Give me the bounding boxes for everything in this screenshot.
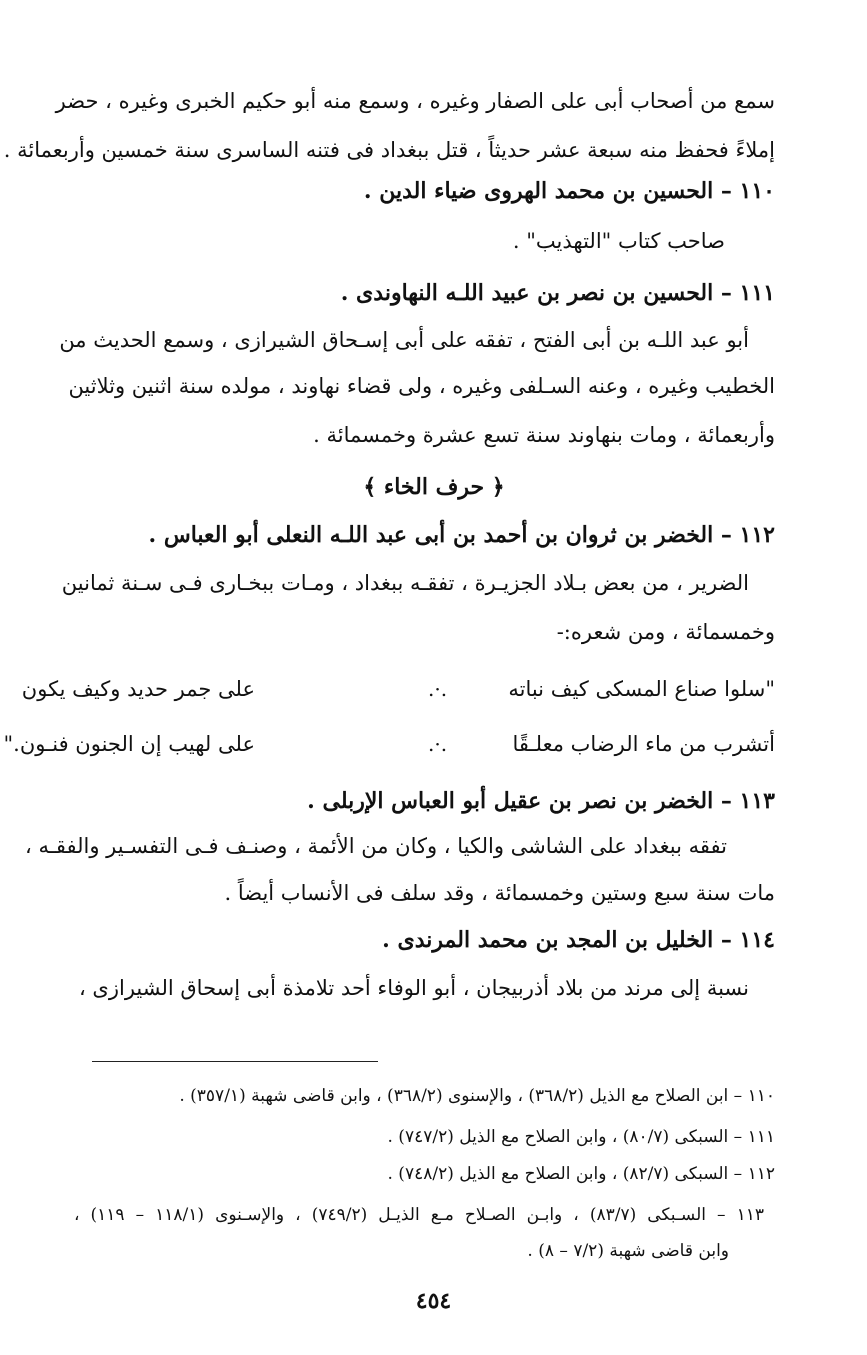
footnote-110: ١١٠ – ابن الصلاح مع الذيل (٣٦٨/٢) ، والإسنوى (٣٦٨/٢) ، وابن قاضى شهبة (٣٥٧/١) . xyxy=(179,1086,775,1106)
footnote-111: ١١١ – السبكى (٨٠/٧) ، وابن الصلاح مع الذيل (٧٤٧/٢) . xyxy=(387,1127,775,1147)
entry-110-heading: ١١٠ – الحسين بن محمد الهروى ضياء الدين . xyxy=(363,178,775,204)
entry-112-heading: ١١٢ – الخضر بن ثروان بن أحمد بن أبى عبد اللـه النعلى أبو العباس . xyxy=(148,522,775,548)
entry-112-line-1: الضرير ، من بعض بـلاد الجزيـرة ، تفقـه ببغداد ، ومـات ببخـارى فـى سـنة ثمانين xyxy=(61,571,749,595)
footnote-112: ١١٢ – السبكى (٨٢/٧) ، وابن الصلاح مع الذيل (٧٤٨/٢) . xyxy=(387,1164,775,1184)
body-line-1: سمع من أصحاب أبى على الصفار وغيره ، وسمع منه أبو حكيم الخبرى وغيره ، حضر xyxy=(55,89,775,113)
entry-112-line-2: وخمسمائة ، ومن شعره:- xyxy=(556,620,775,644)
entry-110-text: صاحب كتاب "التهذيب" . xyxy=(512,229,725,253)
footnote-113: ١١٣ – السـبكى (٨٣/٧) ، وابـن الصـلاح مـع الذيـل (٧٤٩/٢) ، والإسـنوى (١١٨/١ – ١١٩) ، xyxy=(74,1205,764,1225)
footnote-divider xyxy=(92,1061,378,1062)
verse-1-separator: .·. xyxy=(428,677,448,701)
entry-111-heading: ١١١ – الحسين بن نصر بن عبيد اللـه النهاوندى . xyxy=(340,280,775,306)
entry-113-heading: ١١٣ – الخضر بن نصر بن عقيل أبو العباس الإربلى . xyxy=(307,788,775,814)
verse-2-first: أتشرب من ماء الرضاب معلـقًا xyxy=(512,732,775,756)
entry-111-line-1: أبو عبد اللـه بن أبى الفتح ، تفقه على أبى إسـحاق الشيرازى ، وسمع الحديث من xyxy=(59,328,749,352)
verse-1-first: "سلوا صناع المسكى كيف نباته xyxy=(508,677,775,701)
entry-113-line-1: تفقه ببغداد على الشاشى والكيا ، وكان من الأئمة ، وصنـف فـى التفسـير والفقـه ، xyxy=(25,834,727,858)
section-title: ﴿ حرف الخاء ﴾ xyxy=(363,474,505,500)
entry-111-line-3: وأربعمائة ، ومات بنهاوند سنة تسع عشرة وخمسمائة . xyxy=(313,423,775,447)
footnote-113-continued: وابن قاضى شهبة (٧/٢ – ٨) . xyxy=(527,1241,729,1261)
verse-2-second: على لهيب إن الجنون فنـون." xyxy=(3,732,255,756)
page-number: ٤٥٤ xyxy=(415,1288,452,1314)
entry-113-line-2: مات سنة سبع وستين وخمسمائة ، وقد سلف فى الأنساب أيضاً . xyxy=(224,881,775,905)
body-line-2: إملاءً فحفظ منه سبعة عشر حديثاً ، قتل ببغداد فى فتنه الساسرى سنة خمسين وأربعمائة . xyxy=(3,138,775,162)
entry-111-line-2: الخطيب وغيره ، وعنه السـلفى وغيره ، ولى قضاء نهاوند ، مولده سنة اثنين وثلاثين xyxy=(68,374,775,398)
verse-2-separator: .·. xyxy=(428,732,448,756)
verse-1-second: على جمر حديد وكيف يكون xyxy=(21,677,255,701)
entry-114-line-1: نسبة إلى مرند من بلاد أذربيجان ، أبو الوفاء أحد تلامذة أبى إسحاق الشيرازى ، xyxy=(78,976,749,1000)
entry-114-heading: ١١٤ – الخليل بن المجد بن محمد المرندى . xyxy=(382,927,775,953)
